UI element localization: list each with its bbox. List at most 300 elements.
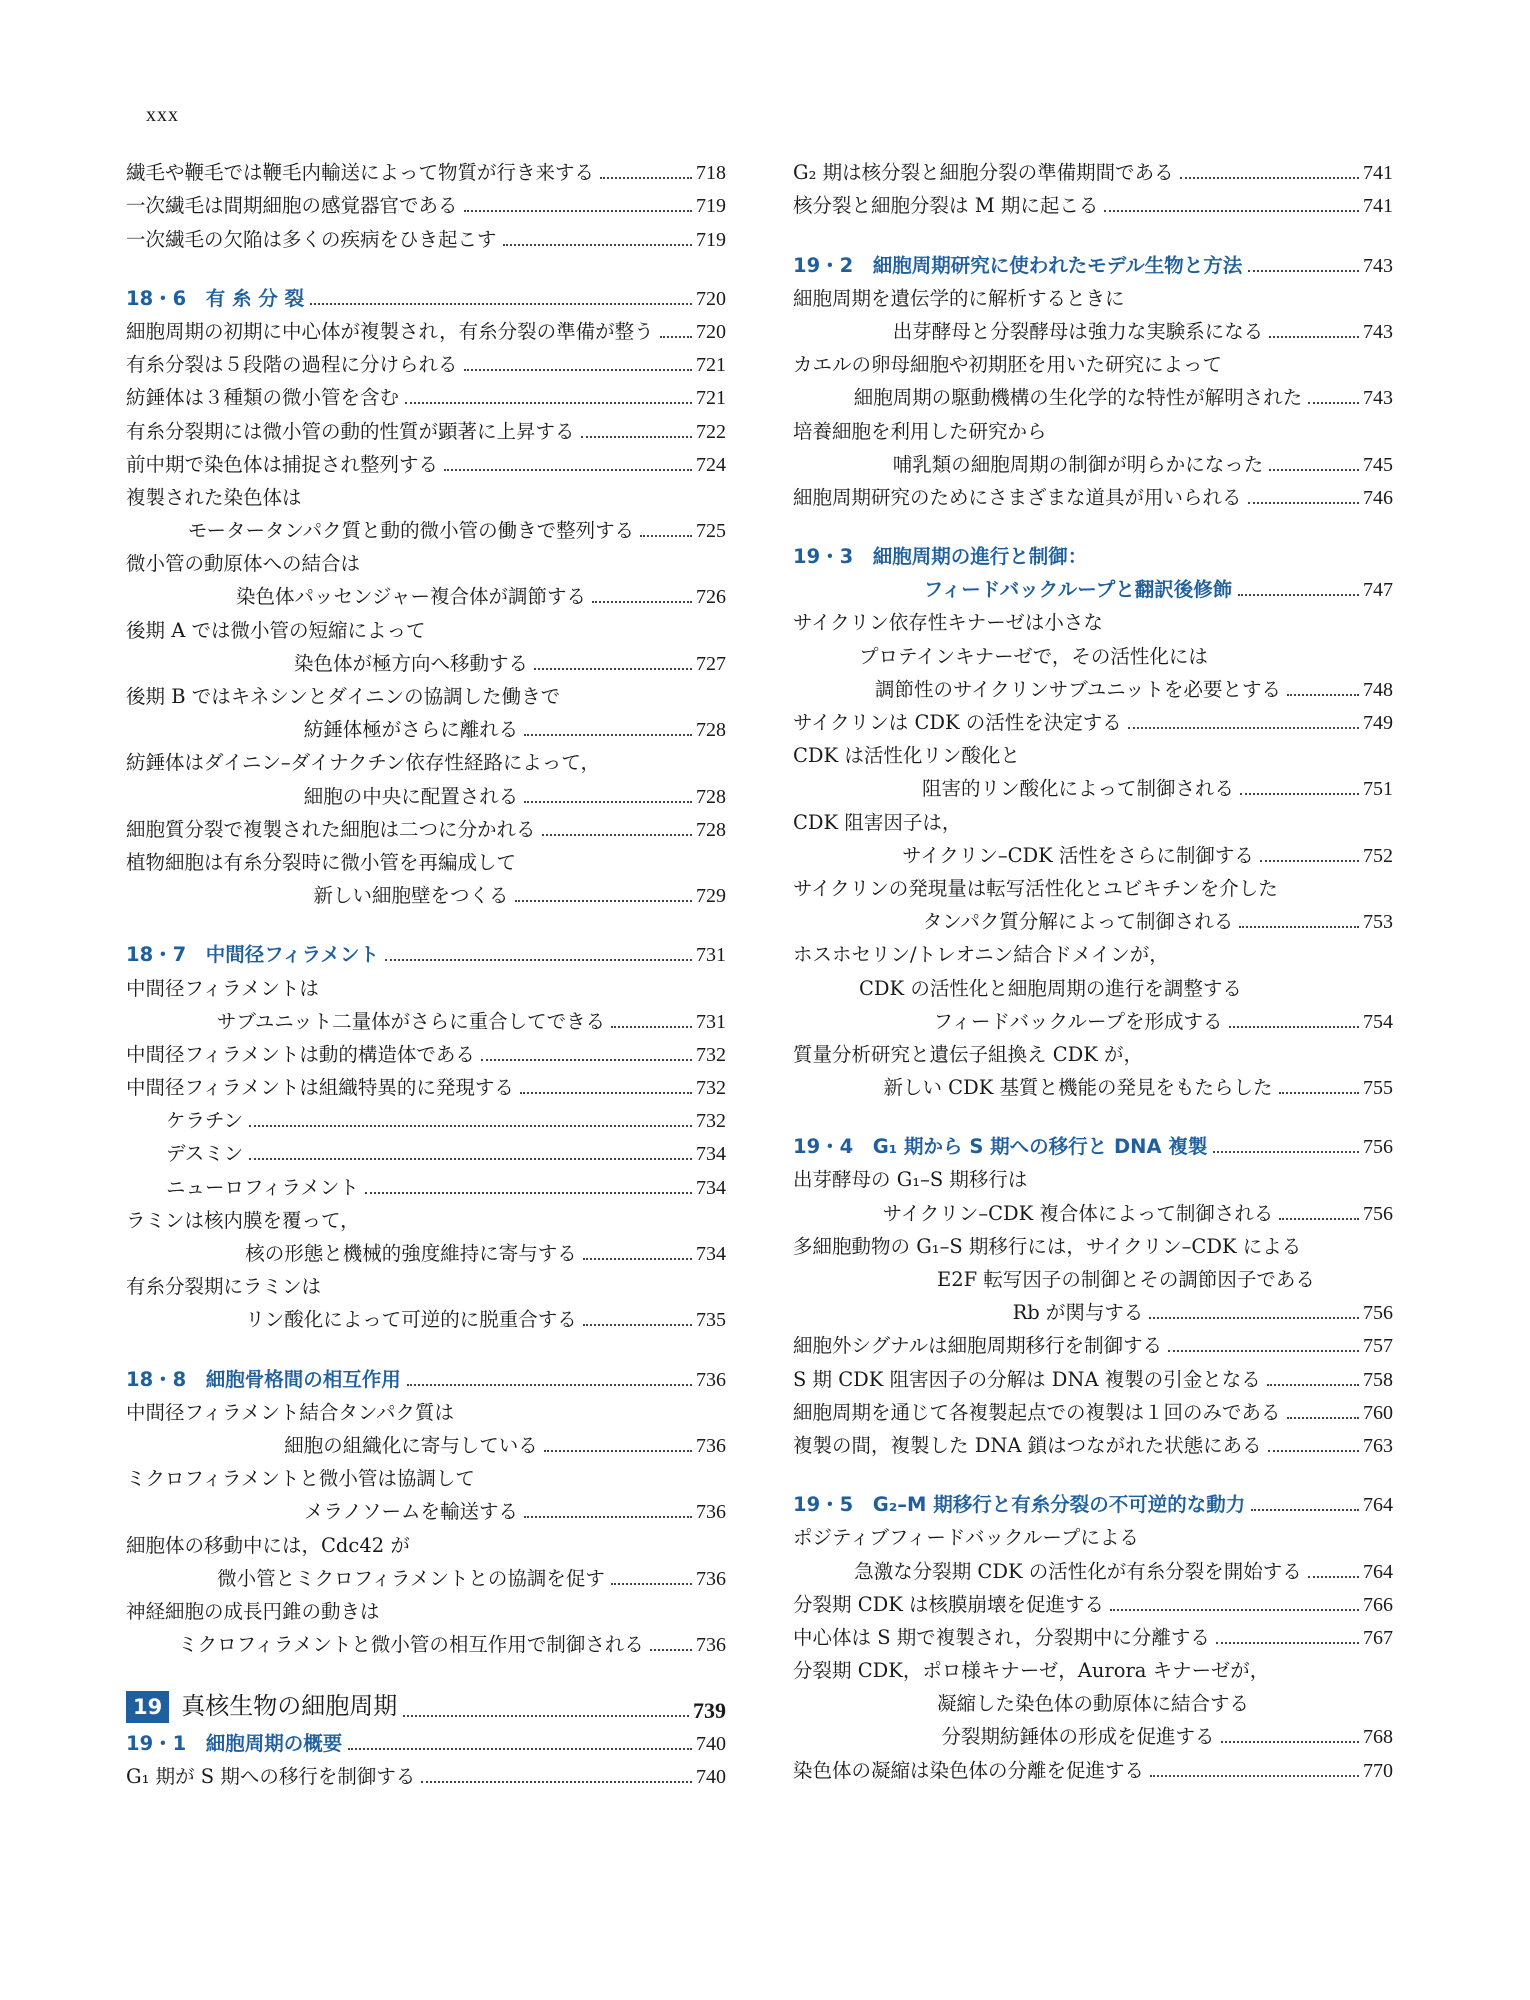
entry-text: 凝縮した染色体の動原体に結合する	[937, 1692, 1250, 1716]
toc-entry[interactable]	[126, 377, 726, 410]
toc-entry-line	[793, 410, 1393, 443]
dot-leader	[1279, 1092, 1359, 1094]
entry-text: 中間径フィラメントは組織特異的に発現する	[126, 1076, 514, 1100]
page-ref: 726	[696, 586, 726, 609]
dot-leader	[249, 1158, 692, 1160]
dot-leader	[520, 1092, 692, 1094]
toc-entry[interactable]	[793, 702, 1393, 735]
dot-leader	[1168, 1350, 1359, 1352]
dot-leader	[1251, 1509, 1359, 1511]
dot-leader	[1240, 793, 1359, 795]
entry-text: 阻害的リン酸化によって制御される	[922, 777, 1235, 801]
page-ref: 753	[1363, 911, 1394, 934]
page-ref: 734	[696, 1143, 726, 1166]
entry-text: 染色体が極方向へ移動する	[294, 651, 529, 675]
page-ref: 768	[1363, 1726, 1394, 1749]
page-ref: 739	[693, 1698, 726, 1724]
page-ref: 731	[696, 1010, 726, 1033]
toc-entry-line	[793, 635, 1393, 668]
section-title: 19・3 細胞周期の進行と制御：	[793, 545, 1088, 569]
page-ref: 766	[1363, 1593, 1393, 1616]
toc-entry[interactable]	[126, 410, 726, 443]
section-gap	[126, 908, 726, 934]
toc-entry-line	[126, 1266, 726, 1299]
entry-text: 紡錘体は３種類の微小管を含む	[126, 386, 400, 410]
page-ref: 740	[696, 1733, 726, 1756]
dot-leader	[1287, 694, 1359, 696]
page-ref: 764	[1363, 1560, 1393, 1583]
dot-leader	[1238, 594, 1359, 596]
entry-text: 細胞周期の駆動機構の生化学的な特性が解明された	[853, 386, 1303, 410]
toc-entry[interactable]	[793, 1001, 1393, 1034]
toc-entry[interactable]	[793, 901, 1393, 934]
entry-text: ニューロフィラメント	[166, 1175, 359, 1199]
entry-text: ラミンは核内膜を覆って，	[126, 1208, 360, 1232]
entry-text: 新しい細胞壁をつくる	[313, 884, 509, 908]
page-ref: 754	[1363, 1010, 1393, 1033]
toc-entry-line	[126, 1392, 726, 1425]
toc-subentry[interactable]	[126, 1166, 726, 1199]
dot-leader	[524, 1516, 692, 1518]
entry-text: 有糸分裂は５段階の過程に分けられる	[126, 353, 458, 377]
entry-text: 中間径フィラメント結合タンパク質は	[126, 1400, 454, 1424]
dot-leader	[1260, 860, 1359, 862]
toc-entry-line	[126, 1458, 726, 1491]
section-heading[interactable]	[126, 278, 726, 311]
entry-text: 紡錘体極がさらに離れる	[303, 718, 519, 742]
toc-entry[interactable]	[126, 1299, 726, 1332]
toc-entry-line	[793, 1159, 1393, 1192]
dot-leader	[1268, 1450, 1359, 1452]
dot-leader	[403, 1715, 689, 1717]
toc-entry[interactable]	[126, 576, 726, 609]
chapter-number-badge: 19	[126, 1691, 169, 1723]
toc-entry[interactable]	[126, 875, 726, 908]
page-ref: 747	[1363, 579, 1393, 602]
entry-text: 分裂期紡錘体の形成を促進する	[941, 1725, 1215, 1749]
entry-text: 中心体は S 期で複製され，分裂期中に分離する	[793, 1625, 1210, 1649]
toc-entry-line	[793, 967, 1393, 1000]
toc-entry[interactable]	[126, 1491, 726, 1524]
toc-entry[interactable]	[793, 768, 1393, 801]
toc-entry[interactable]	[126, 152, 726, 185]
toc-entry[interactable]	[126, 1558, 726, 1591]
page-ref: 756	[1363, 1136, 1393, 1159]
toc-entry-line	[793, 278, 1393, 311]
dot-leader	[583, 1324, 692, 1326]
entry-text: G₁ 期が S 期への移行を制御する	[126, 1765, 416, 1789]
dot-leader	[1229, 1026, 1360, 1028]
entry-text: 紡錘体はダイニン–ダイナクチン依存性経路によって，	[126, 751, 601, 775]
toc-entry[interactable]	[126, 311, 726, 344]
toc-entry[interactable]	[793, 444, 1393, 477]
chapter-heading[interactable]	[126, 1683, 726, 1723]
page-ref: 724	[696, 453, 726, 476]
dot-leader	[348, 1748, 692, 1750]
entry-text: E2F 転写因子の制御とその調節因子である	[937, 1268, 1315, 1291]
dot-leader	[1110, 1609, 1359, 1611]
toc-entry-line	[793, 602, 1393, 635]
toc-entry[interactable]	[126, 1067, 726, 1100]
entry-text: 細胞の組織化に寄与している	[284, 1433, 538, 1457]
toc-entry[interactable]	[126, 1756, 726, 1789]
page-ref: 735	[696, 1309, 727, 1332]
entry-text: フィードバックループを形成する	[933, 1009, 1223, 1033]
entry-text: CDK の活性化と細胞周期の進行を調整する	[859, 976, 1242, 1000]
entry-text: ミクロフィラメントと微小管は協調して	[126, 1467, 475, 1491]
entry-text: ケラチン	[166, 1109, 244, 1133]
page-ref: 743	[1363, 320, 1394, 343]
section-heading[interactable]	[793, 244, 1393, 277]
toc-entry[interactable]	[793, 1550, 1393, 1583]
page-ref: 719	[696, 228, 726, 251]
dot-leader	[310, 303, 692, 305]
entry-text: カエルの卵母細胞や初期胚を用いた研究によって	[793, 353, 1223, 377]
toc-entry[interactable]	[793, 1425, 1393, 1458]
dot-leader	[524, 734, 692, 736]
entry-text: 細胞質分裂で複製された細胞は二つに分かれる	[126, 817, 536, 841]
entry-text: 染色体パッセンジャー複合体が調節する	[235, 585, 587, 609]
dot-leader	[592, 601, 692, 603]
page-ref: 745	[1363, 453, 1394, 476]
entry-text: 急激な分裂期 CDK の活性化が有糸分裂を開始する	[854, 1559, 1302, 1583]
page-ref: 743	[1363, 254, 1393, 277]
toc-entry[interactable]	[126, 510, 726, 543]
dot-leader	[421, 1781, 692, 1783]
dot-leader	[1308, 1576, 1359, 1578]
page-ref: 728	[696, 818, 726, 841]
entry-text: 培養細胞を利用した研究から	[793, 419, 1047, 443]
entry-text: 細胞周期を遺伝学的に解析するときに	[793, 286, 1125, 310]
section-gap	[793, 218, 1393, 244]
section-title: 19・2 細胞周期研究に使われたモデル生物と方法	[793, 253, 1243, 277]
entry-text: サイクリンの発現量は転写活性化とユビキチンを介した	[793, 876, 1278, 900]
page-ref: 725	[696, 520, 727, 543]
entry-text: 中間径フィラメントは動的構造体である	[126, 1042, 475, 1066]
page-ref: 719	[696, 195, 726, 218]
entry-text: 細胞外シグナルは細胞周期移行を制御する	[793, 1334, 1163, 1358]
entry-text: S 期 CDK 阻害因子の分解は DNA 複製の引金となる	[793, 1367, 1261, 1391]
entry-text: プロテインキナーゼで，その活性化には	[859, 644, 1208, 668]
dot-leader	[444, 469, 692, 471]
section-title: 18・8 細胞骨格間の相互作用	[126, 1367, 401, 1391]
entry-text: 植物細胞は有糸分裂時に微小管を再編成して	[126, 850, 517, 874]
toc-entry[interactable]	[793, 1192, 1393, 1225]
toc-entry[interactable]	[126, 1034, 726, 1067]
page-ref: 731	[696, 944, 726, 967]
toc-entry[interactable]	[793, 1716, 1393, 1749]
dot-leader	[524, 801, 692, 803]
dot-leader	[611, 1583, 692, 1585]
page-ref: 760	[1363, 1401, 1393, 1424]
entry-text: 多細胞動物の G₁–S 期移行には，サイクリン–CDK による	[793, 1234, 1302, 1258]
page-ref: 757	[1363, 1335, 1393, 1358]
page-ref: 732	[696, 1110, 726, 1133]
entry-text: サイクリンは CDK の活性を決定する	[793, 711, 1122, 734]
dot-leader	[660, 336, 692, 338]
dot-leader	[1216, 1642, 1359, 1644]
entry-text: Rb が関与する	[1012, 1301, 1144, 1325]
entry-text: サイクリン–CDK 複合体によって制御される	[882, 1201, 1274, 1225]
toc-entry[interactable]	[793, 1584, 1393, 1617]
dot-leader	[503, 244, 692, 246]
dot-leader	[1213, 1151, 1359, 1153]
dot-leader	[481, 1059, 692, 1061]
entry-text: 神経細胞の成長円錐の動きは	[126, 1599, 380, 1623]
toc-entry[interactable]	[793, 669, 1393, 702]
page-ref: 728	[696, 785, 727, 808]
page-ref: 740	[696, 1766, 726, 1789]
toc-entry[interactable]	[126, 1624, 726, 1657]
toc-entry[interactable]	[793, 185, 1393, 218]
entry-text: 質量分析研究と遺伝子組換え CDK が，	[793, 1042, 1144, 1066]
entry-text: メラノソームを輸送する	[304, 1500, 518, 1524]
page-ref: 736	[696, 1567, 727, 1590]
page-ref: 743	[1363, 387, 1394, 410]
page-ref: 729	[696, 885, 727, 908]
toc-entry[interactable]	[126, 809, 726, 842]
dot-leader	[581, 436, 692, 438]
page-ref: 752	[1363, 844, 1394, 867]
entry-text: タンパク質分解によって制御される	[922, 910, 1234, 934]
dot-leader	[1248, 502, 1359, 504]
page-ref: 734	[696, 1176, 726, 1199]
page-ref: 756	[1363, 1202, 1394, 1225]
dot-leader	[650, 1649, 692, 1651]
entry-text: サイクリン依存性キナーゼは小さな	[793, 611, 1103, 635]
page-number: xxx	[146, 104, 179, 126]
entry-text: CDK 阻害因子は，	[793, 810, 962, 834]
toc-entry-line	[126, 477, 726, 510]
dot-leader	[1248, 270, 1359, 272]
entry-text: 染色体の凝縮は染色体の分離を促進する	[793, 1758, 1145, 1782]
entry-text: 一次繊毛は間期細胞の感覚器官である	[126, 194, 458, 218]
toc-entry[interactable]	[793, 1067, 1393, 1100]
dot-leader	[1150, 1775, 1359, 1777]
toc-entry[interactable]	[126, 643, 726, 676]
dot-leader	[407, 1384, 692, 1386]
entry-text: 核分裂と細胞分裂は M 期に起こる	[793, 194, 1099, 218]
section-gap	[126, 1657, 726, 1683]
toc-entry-line	[793, 1650, 1393, 1683]
page-ref: 732	[696, 1077, 726, 1100]
entry-text: 後期 A では微小管の短縮によって	[126, 618, 426, 642]
toc-entry-line	[126, 1591, 726, 1624]
toc-entry[interactable]	[793, 1358, 1393, 1391]
page-ref: 728	[696, 719, 727, 742]
dot-leader	[534, 668, 692, 670]
toc-subentry[interactable]	[126, 1133, 726, 1166]
toc-entry[interactable]	[793, 1325, 1393, 1358]
dot-leader	[600, 177, 692, 179]
toc-entry-line	[793, 801, 1393, 834]
toc-entry-line	[126, 676, 726, 709]
toc-entry[interactable]	[793, 1392, 1393, 1425]
entry-text: ポジティブフィードバックループによる	[793, 1526, 1139, 1550]
page-ref: 721	[696, 354, 726, 377]
toc-entry-line	[126, 543, 726, 576]
entry-text: 分裂期 CDK，ポロ様キナーゼ，Aurora キナーゼが，	[793, 1659, 1270, 1683]
dot-leader	[515, 900, 693, 902]
entry-text: G₂ 期は核分裂と細胞分裂の準備期間である	[793, 161, 1174, 185]
section-title: 19・5 G₂–M 期移行と有糸分裂の不可逆的な動力	[793, 1493, 1246, 1517]
dot-leader	[583, 1258, 692, 1260]
section-heading[interactable]	[793, 569, 1393, 602]
entry-text: 出芽酵母の G₁–S 期移行は	[793, 1168, 1028, 1192]
toc-entry[interactable]	[126, 1233, 726, 1266]
section-title: 19・4 G₁ 期から S 期への移行と DNA 複製	[793, 1135, 1208, 1159]
page-ref: 746	[1363, 486, 1393, 509]
entry-text: 分裂期 CDK は核膜崩壊を促進する	[793, 1592, 1105, 1616]
dot-leader	[542, 834, 692, 836]
dot-leader	[1149, 1317, 1359, 1319]
toc-entry-line	[793, 1034, 1393, 1067]
dot-leader	[1269, 336, 1359, 338]
toc-entry[interactable]	[126, 1001, 726, 1034]
page-ref: 751	[1363, 778, 1394, 801]
toc-entry[interactable]	[793, 377, 1393, 410]
page-ref: 718	[696, 162, 726, 185]
entry-text: CDK は活性化リン酸化と	[793, 744, 1020, 768]
toc-entry[interactable]	[793, 1617, 1393, 1650]
toc-subentry[interactable]	[126, 1100, 726, 1133]
toc-entry[interactable]	[793, 477, 1393, 510]
toc-entry-line	[793, 344, 1393, 377]
section-heading[interactable]	[793, 1484, 1393, 1517]
entry-text: ホスホセリン/トレオニン結合ドメインが，	[793, 943, 1169, 967]
toc-right-column	[793, 152, 1393, 1783]
page-ref: 736	[696, 1434, 727, 1457]
toc-entry-line	[126, 967, 726, 1000]
dot-leader	[1287, 1417, 1359, 1419]
entry-text: 細胞体の移動中には，Cdc42 が	[126, 1533, 410, 1557]
toc-entry-line	[793, 934, 1393, 967]
entry-text: 微小管の動原体への結合は	[126, 552, 361, 576]
entry-text: 複製された染色体は	[126, 485, 302, 509]
page-ref: 763	[1363, 1434, 1393, 1457]
toc-entry-line	[126, 742, 726, 775]
page-ref: 741	[1363, 162, 1393, 185]
section-gap	[126, 1332, 726, 1358]
entry-text: 出芽酵母と分裂酵母は強力な実験系になる	[892, 319, 1264, 343]
toc-entry[interactable]	[126, 1425, 726, 1458]
page-ref: 756	[1363, 1302, 1393, 1325]
entry-text: 有糸分裂期には微小管の動的性質が顕著に上昇する	[126, 419, 575, 443]
section-heading[interactable]	[126, 934, 726, 967]
page-ref: 749	[1363, 712, 1393, 734]
page-ref: 736	[696, 1634, 727, 1657]
toc-entry[interactable]	[126, 444, 726, 477]
page-ref: 734	[696, 1243, 727, 1265]
toc-entry[interactable]	[126, 775, 726, 808]
toc-entry[interactable]	[126, 709, 726, 742]
section-gap	[793, 1458, 1393, 1484]
toc-entry-line	[793, 735, 1393, 768]
section-title: 18・7 中間径フィラメント	[126, 943, 380, 967]
section-heading[interactable]	[126, 1723, 726, 1756]
page-ref: 764	[1363, 1494, 1393, 1517]
toc-entry-line	[793, 1517, 1393, 1550]
entry-text: サイクリン–CDK 活性をさらに制御する	[902, 843, 1254, 867]
section-heading[interactable]	[126, 1358, 726, 1391]
page-ref: 736	[696, 1368, 726, 1391]
toc-entry[interactable]	[793, 311, 1393, 344]
toc-entry[interactable]	[793, 1292, 1393, 1325]
section-title: 19・1 細胞周期の概要	[126, 1732, 343, 1756]
toc-entry[interactable]	[126, 344, 726, 377]
section-heading-line	[793, 536, 1393, 569]
toc-entry[interactable]	[793, 1749, 1393, 1782]
page-ref: 736	[696, 1501, 727, 1524]
section-gap	[793, 1100, 1393, 1126]
section-heading[interactable]	[793, 1126, 1393, 1159]
entry-text: 細胞周期研究のためにさまざまな道具が用いられる	[793, 485, 1242, 509]
dot-leader	[249, 1125, 692, 1127]
entry-text: 微小管とミクロフィラメントとの協調を促す	[217, 1566, 605, 1590]
page-ref: 767	[1363, 1626, 1393, 1649]
dot-leader	[385, 959, 692, 961]
entry-text: 細胞の中央に配置される	[303, 784, 519, 808]
dot-leader	[611, 1026, 692, 1028]
dot-leader	[1239, 926, 1359, 928]
entry-text: ミクロフィラメントと微小管の相互作用で制御される	[178, 1633, 644, 1657]
dot-leader	[1269, 469, 1359, 471]
entry-text: 新しい CDK 基質と機能の発見をもたらした	[883, 1076, 1273, 1100]
dot-leader	[1180, 177, 1359, 179]
toc-left-column	[126, 152, 726, 1789]
entry-text: デスミン	[166, 1142, 244, 1166]
toc-entry-line	[126, 1524, 726, 1557]
dot-leader	[1308, 402, 1359, 404]
page-ref: 758	[1363, 1368, 1393, 1391]
toc-entry[interactable]	[793, 835, 1393, 868]
entry-text: 後期 B ではキネシンとダイニンの協調した働きで	[126, 685, 561, 708]
page-ref: 727	[696, 652, 727, 675]
entry-text: 前中期で染色体は捕捉され整列する	[126, 452, 439, 476]
entry-text: 繊毛や鞭毛では鞭毛内輸送によって物質が行き来する	[126, 161, 595, 185]
entry-text: 哺乳類の細胞周期の制御が明らかになった	[892, 452, 1264, 476]
section-gap	[793, 510, 1393, 536]
page-ref: 721	[696, 387, 726, 410]
dot-leader	[405, 402, 692, 404]
toc-entry-line	[126, 609, 726, 642]
section-title: 18・6 有 糸 分 裂	[126, 286, 305, 310]
toc-entry-line	[793, 1683, 1393, 1716]
chapter-title: 19 真核生物の細胞周期	[126, 1691, 397, 1723]
toc-entry[interactable]	[126, 185, 726, 218]
page-ref: 770	[1363, 1759, 1393, 1782]
page-ref: 732	[696, 1043, 726, 1066]
dot-leader	[365, 1192, 692, 1194]
page-ref: 741	[1363, 195, 1393, 218]
dot-leader	[1128, 727, 1359, 729]
entry-text: 細胞周期を通じて各複製起点での複製は１回のみである	[793, 1400, 1281, 1424]
toc-entry-line	[793, 1226, 1393, 1259]
toc-entry-line	[793, 868, 1393, 901]
toc-entry[interactable]	[793, 152, 1393, 185]
dot-leader	[464, 210, 692, 212]
toc-entry[interactable]	[126, 218, 726, 251]
dot-leader	[1267, 1384, 1359, 1386]
entry-text: 中間径フィラメントは	[126, 976, 319, 1000]
section-title: フィードバックループと翻訳後修飾	[923, 578, 1233, 602]
dot-leader	[544, 1450, 692, 1452]
dot-leader	[1104, 210, 1359, 212]
section-gap	[126, 252, 726, 278]
dot-leader	[1221, 1741, 1360, 1743]
page-ref: 720	[696, 320, 726, 343]
dot-leader	[1279, 1218, 1359, 1220]
